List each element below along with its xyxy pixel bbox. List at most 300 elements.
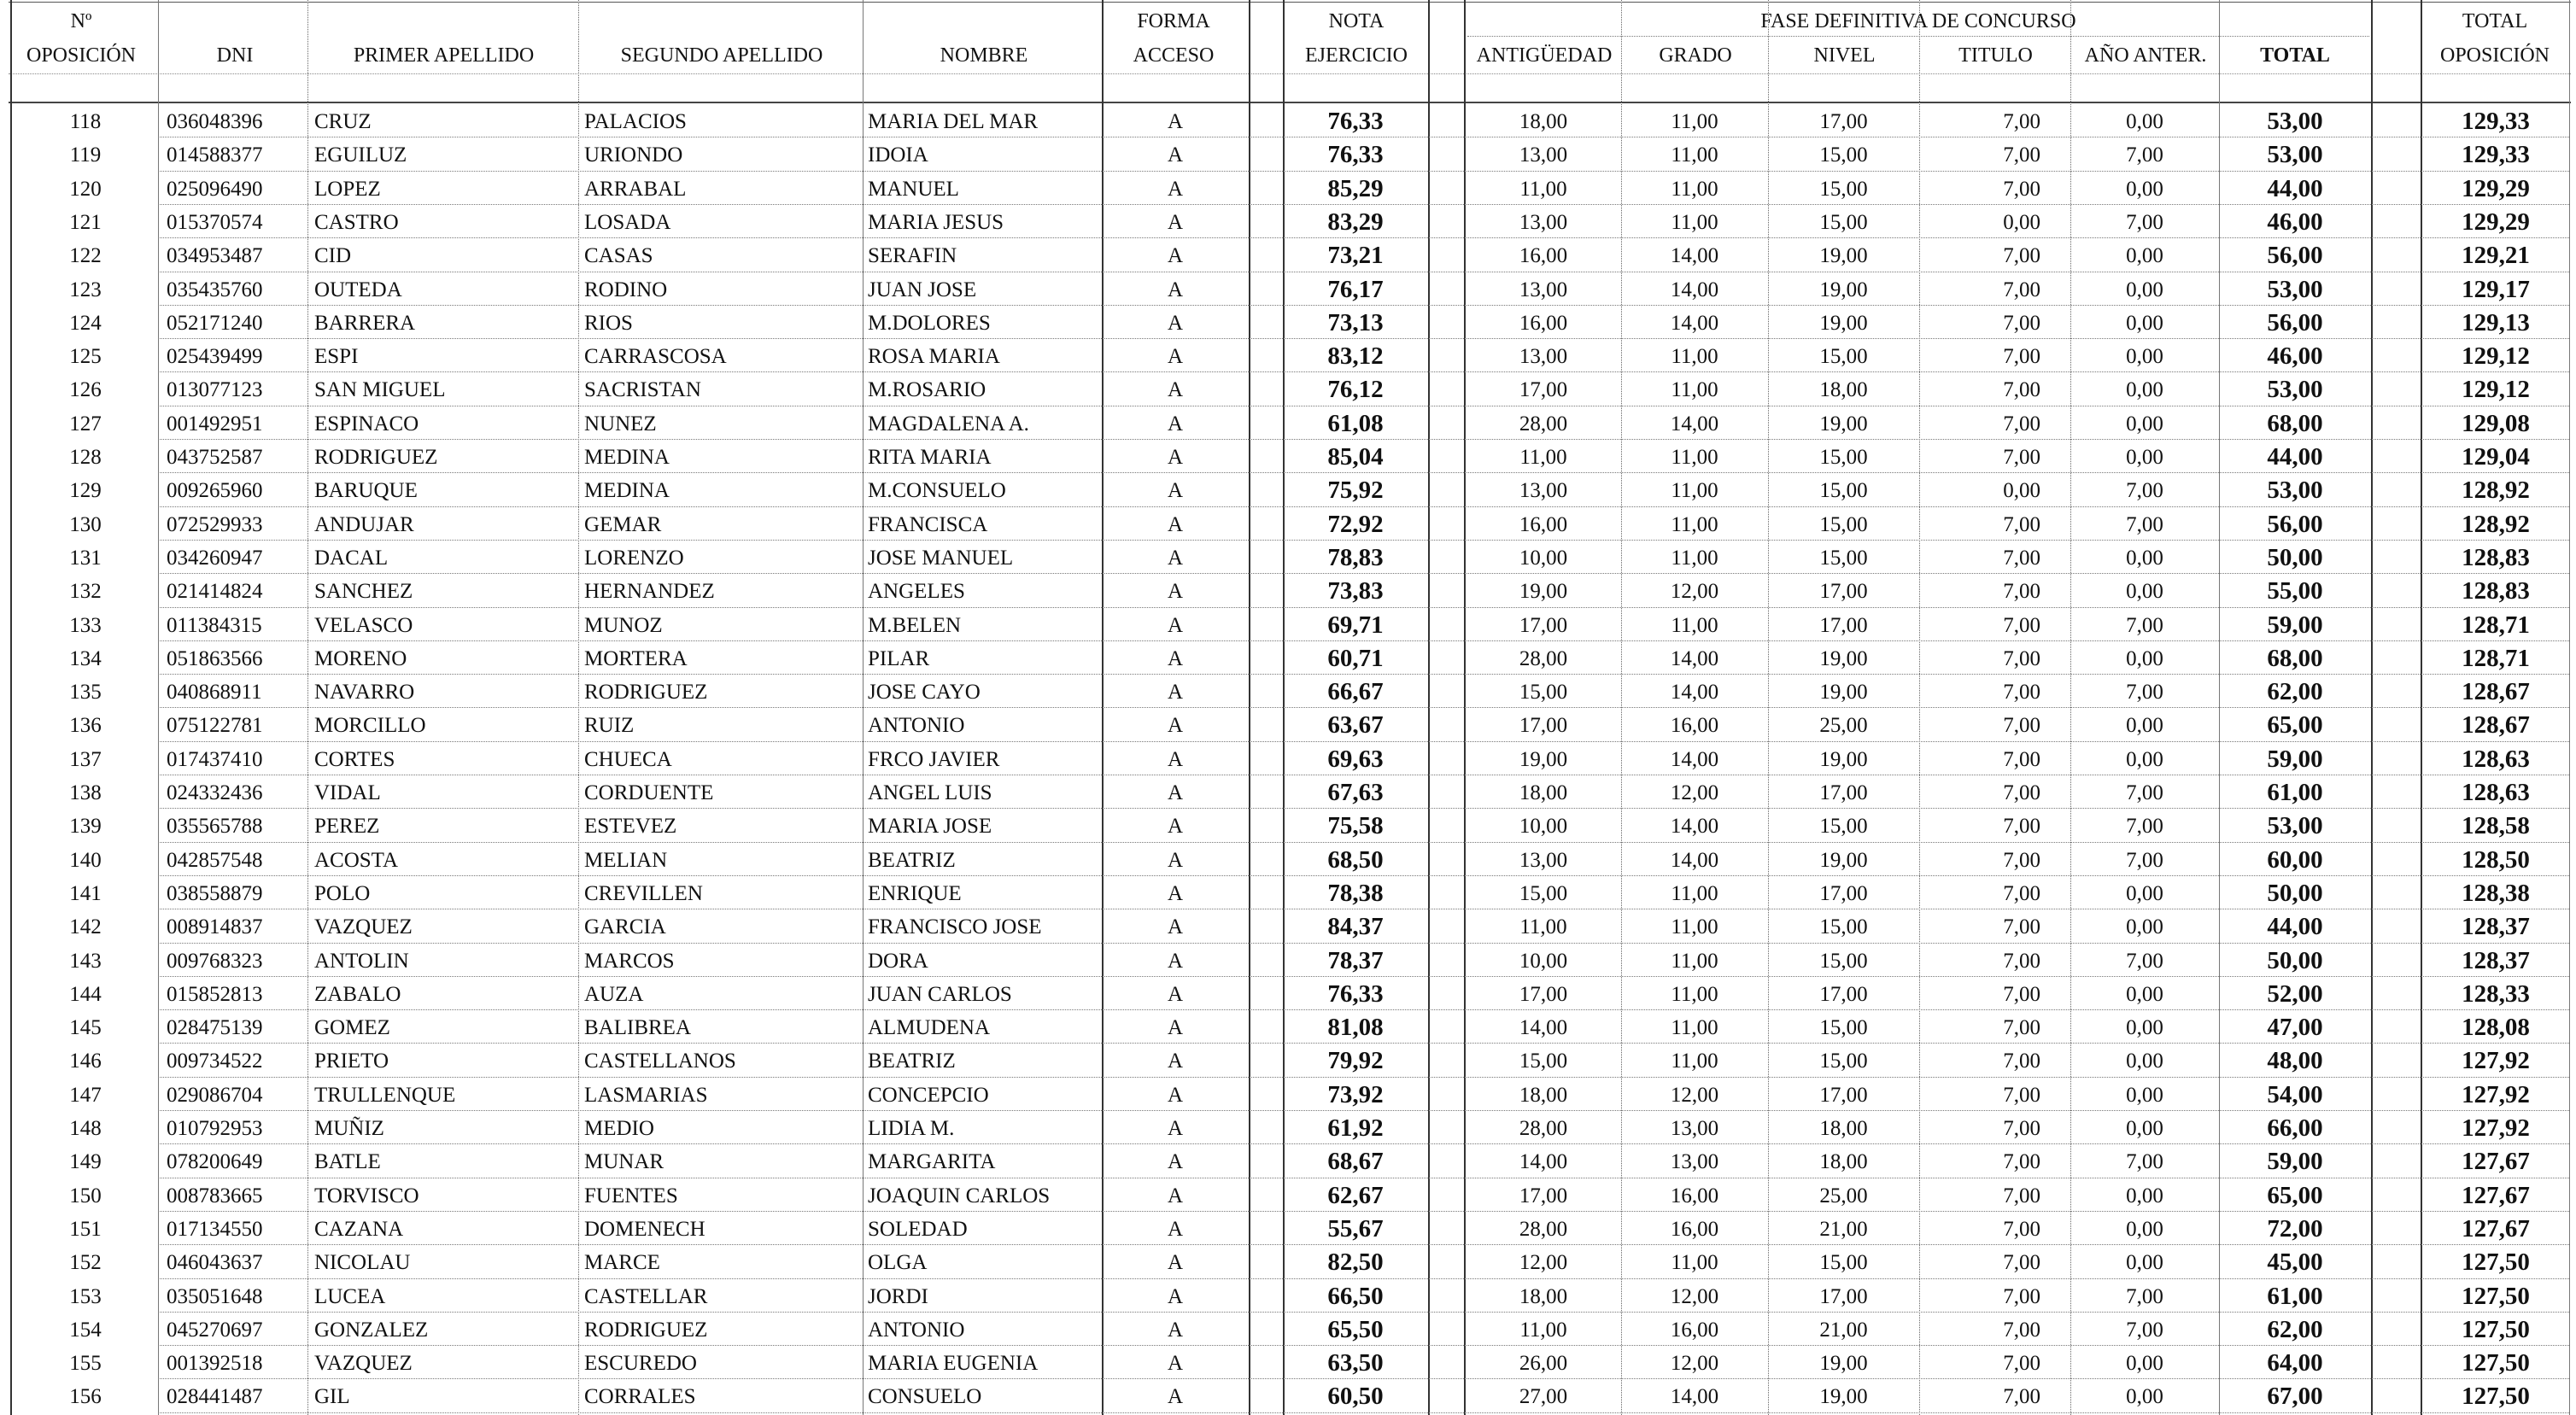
cell-dni: 028475139 (167, 1016, 263, 1040)
cell-titulo: 7,00 (2003, 1050, 2040, 1073)
header-total-oposicion: OPOSICIÓN (2439, 44, 2550, 67)
cell-nota: 73,13 (1327, 308, 1384, 336)
cell-antiguedad: 13,00 (1519, 143, 1568, 167)
cell-titulo: 7,00 (2003, 1117, 2040, 1140)
body-top-border (9, 102, 2571, 103)
cell-n: 154 (69, 1318, 102, 1342)
cell-n: 144 (69, 982, 102, 1006)
cell-primer-apellido: VIDAL (314, 781, 381, 804)
cell-nivel: 15,00 (1819, 177, 1868, 201)
cell-acceso: A (1167, 815, 1184, 839)
cell-segundo-apellido: RODRIGUEZ (584, 681, 708, 705)
cell-acceso: A (1167, 1284, 1184, 1308)
cell-dni: 040868911 (167, 681, 262, 705)
cell-segundo-apellido: ESCUREDO (584, 1352, 697, 1376)
cell-antiguedad: 16,00 (1519, 512, 1568, 536)
cell-nivel: 18,00 (1819, 378, 1868, 402)
cell-total: 53,00 (2267, 376, 2323, 404)
cell-antiguedad: 14,00 (1519, 1016, 1568, 1040)
cell-ano-anter: 0,00 (2126, 1016, 2163, 1040)
cell-total: 59,00 (2267, 745, 2323, 773)
cell-primer-apellido: ESPI (314, 345, 359, 369)
cell-total: 50,00 (2267, 879, 2323, 907)
cell-n: 129 (69, 479, 102, 503)
cell-dni: 028441487 (167, 1385, 263, 1409)
cell-total: 61,00 (2267, 1282, 2323, 1310)
cell-primer-apellido: ANDUJAR (314, 512, 414, 536)
cell-nombre: OLGA (868, 1251, 928, 1275)
cell-total-oposicion: 128,63 (2462, 745, 2530, 773)
cell-grado: 13,00 (1670, 1117, 1719, 1140)
cell-nivel: 17,00 (1819, 1284, 1868, 1308)
cell-acceso: A (1167, 278, 1184, 301)
cell-n: 124 (69, 311, 102, 335)
cell-nombre: JUAN JOSE (868, 278, 977, 301)
cell-grado: 12,00 (1670, 580, 1719, 604)
table-row (0, 1280, 2576, 1313)
cell-total: 59,00 (2267, 1148, 2323, 1176)
cell-nota: 60,50 (1327, 1383, 1384, 1411)
cell-n: 134 (69, 646, 102, 670)
cell-n: 140 (69, 848, 102, 872)
cell-acceso: A (1167, 244, 1184, 268)
row-separator (158, 674, 2569, 675)
table-row (0, 844, 2576, 877)
cell-n: 130 (69, 512, 102, 536)
cell-total-oposicion: 128,71 (2462, 644, 2530, 672)
header-dni: DNI (216, 44, 254, 67)
cell-total-oposicion: 128,63 (2462, 779, 2530, 806)
cell-titulo: 7,00 (2003, 646, 2040, 670)
cell-antiguedad: 19,00 (1519, 747, 1568, 771)
cell-primer-apellido: NAVARRO (314, 681, 415, 705)
cell-dni: 025439499 (167, 345, 263, 369)
cell-antiguedad: 11,00 (1519, 1318, 1567, 1342)
cell-antiguedad: 11,00 (1519, 177, 1567, 201)
cell-primer-apellido: PRIETO (314, 1050, 389, 1073)
cell-nota: 63,67 (1327, 711, 1384, 740)
table-row (0, 541, 2576, 575)
row-separator (158, 1312, 2569, 1313)
cell-ano-anter: 7,00 (2126, 512, 2163, 536)
header-acceso: ACCESO (1133, 44, 1215, 67)
cell-segundo-apellido: CORDUENTE (584, 781, 714, 804)
cell-primer-apellido: CRUZ (314, 110, 372, 133)
cell-grado: 11,00 (1671, 143, 1718, 167)
cell-primer-apellido: SANCHEZ (314, 580, 413, 604)
cell-titulo: 7,00 (2003, 546, 2040, 570)
cell-ano-anter: 7,00 (2126, 781, 2163, 804)
cell-nombre: CONCEPCIO (868, 1083, 989, 1107)
cell-segundo-apellido: MEDIO (584, 1117, 654, 1140)
row-separator (158, 1345, 2569, 1346)
cell-dni: 035565788 (167, 815, 263, 839)
cell-ano-anter: 7,00 (2126, 1318, 2163, 1342)
cell-segundo-apellido: CORRALES (584, 1385, 696, 1409)
cell-nombre: MANUEL (868, 177, 959, 201)
cell-acceso: A (1167, 512, 1184, 536)
cell-segundo-apellido: FUENTES (584, 1184, 678, 1207)
cell-segundo-apellido: LASMARIAS (584, 1083, 708, 1107)
cell-acceso: A (1167, 479, 1184, 503)
cell-acceso: A (1167, 714, 1184, 738)
cell-antiguedad: 16,00 (1519, 311, 1568, 335)
cell-nombre: ANTONIO (868, 1318, 965, 1342)
table-row (0, 575, 2576, 608)
cell-nombre: IDOIA (868, 143, 928, 167)
table-row (0, 1079, 2576, 1112)
cell-primer-apellido: ZABALO (314, 982, 401, 1006)
cell-nota: 76,33 (1327, 141, 1384, 169)
cell-segundo-apellido: LOSADA (584, 210, 671, 234)
cell-titulo: 7,00 (2003, 681, 2040, 705)
cell-total: 59,00 (2267, 611, 2323, 639)
table-row (0, 441, 2576, 474)
cell-segundo-apellido: PALACIOS (584, 110, 687, 133)
row-separator (158, 506, 2569, 507)
cell-total-oposicion: 129,33 (2462, 141, 2530, 169)
row-separator (158, 305, 2569, 306)
cell-total-oposicion: 129,13 (2462, 308, 2530, 336)
cell-n: 125 (69, 345, 102, 369)
cell-acceso: A (1167, 881, 1184, 905)
cell-titulo: 7,00 (2003, 177, 2040, 201)
cell-nombre: DORA (868, 949, 928, 973)
cell-nombre: JORDI (868, 1284, 928, 1308)
cell-total-oposicion: 127,92 (2462, 1114, 2530, 1142)
cell-primer-apellido: ACOSTA (314, 848, 399, 872)
cell-antiguedad: 18,00 (1519, 781, 1568, 804)
cell-dni: 035051648 (167, 1284, 263, 1308)
row-separator (158, 1378, 2569, 1379)
cell-nota: 82,50 (1327, 1248, 1384, 1277)
cell-ano-anter: 0,00 (2126, 546, 2163, 570)
cell-dni: 009265960 (167, 479, 263, 503)
table-row (0, 373, 2576, 406)
table-row (0, 978, 2576, 1011)
header-ejercicio: EJERCICIO (1305, 44, 1408, 67)
table-row (0, 105, 2576, 138)
cell-nota: 66,67 (1327, 678, 1384, 706)
cell-titulo: 7,00 (2003, 1352, 2040, 1376)
cell-nota: 60,71 (1327, 644, 1384, 672)
cell-grado: 11,00 (1671, 1251, 1718, 1275)
cell-n: 128 (69, 446, 102, 469)
cell-nota: 85,29 (1327, 174, 1384, 202)
cell-total: 46,00 (2267, 342, 2323, 371)
header-nivel: NIVEL (1813, 44, 1876, 67)
cell-total: 46,00 (2267, 208, 2323, 236)
cell-acceso: A (1167, 1050, 1184, 1073)
cell-total: 56,00 (2267, 242, 2323, 270)
table-row (0, 307, 2576, 340)
cell-antiguedad: 12,00 (1519, 1251, 1568, 1275)
cell-antiguedad: 13,00 (1519, 278, 1568, 301)
table-row (0, 206, 2576, 239)
cell-nivel: 19,00 (1819, 244, 1868, 268)
cell-antiguedad: 16,00 (1519, 244, 1568, 268)
cell-total-oposicion: 127,92 (2462, 1047, 2530, 1075)
cell-primer-apellido: CASTRO (314, 210, 399, 234)
cell-nivel: 18,00 (1819, 1117, 1868, 1140)
cell-nivel: 15,00 (1819, 512, 1868, 536)
cell-total-oposicion: 128,38 (2462, 879, 2530, 907)
cell-antiguedad: 13,00 (1519, 345, 1568, 369)
cell-total: 64,00 (2267, 1349, 2323, 1377)
cell-total-oposicion: 128,08 (2462, 1014, 2530, 1042)
cell-ano-anter: 0,00 (2126, 412, 2163, 436)
cell-nota: 83,12 (1327, 342, 1384, 371)
cell-segundo-apellido: BALIBREA (584, 1016, 691, 1040)
cell-titulo: 7,00 (2003, 1385, 2040, 1409)
cell-grado: 11,00 (1671, 378, 1718, 402)
cell-ano-anter: 0,00 (2126, 378, 2163, 402)
cell-titulo: 7,00 (2003, 1083, 2040, 1107)
cell-ano-anter: 7,00 (2126, 848, 2163, 872)
cell-total: 53,00 (2267, 477, 2323, 505)
cell-nivel: 15,00 (1819, 1251, 1868, 1275)
cell-grado: 11,00 (1671, 613, 1718, 637)
cell-antiguedad: 17,00 (1519, 982, 1568, 1006)
cell-titulo: 7,00 (2003, 747, 2040, 771)
cell-ano-anter: 7,00 (2126, 479, 2163, 503)
cell-acceso: A (1167, 210, 1184, 234)
cell-nombre: JOSE CAYO (868, 681, 981, 705)
cell-acceso: A (1167, 546, 1184, 570)
header-antiguedad: ANTIGÜEDAD (1476, 44, 1613, 67)
cell-dni: 078200649 (167, 1150, 263, 1174)
row-separator (158, 171, 2569, 172)
cell-n: 136 (69, 714, 102, 738)
header-fase-underline (1467, 36, 2369, 37)
cell-segundo-apellido: DOMENECH (584, 1217, 705, 1241)
cell-primer-apellido: BATLE (314, 1150, 381, 1174)
cell-dni: 008783665 (167, 1184, 263, 1207)
cell-total: 61,00 (2267, 779, 2323, 806)
cell-antiguedad: 18,00 (1519, 1083, 1568, 1107)
cell-ano-anter: 0,00 (2126, 982, 2163, 1006)
cell-total: 55,00 (2267, 577, 2323, 605)
cell-n: 121 (69, 210, 102, 234)
cell-grado: 16,00 (1670, 1217, 1719, 1241)
cell-dni: 042857548 (167, 848, 263, 872)
cell-primer-apellido: CORTES (314, 747, 395, 771)
cell-titulo: 7,00 (2003, 110, 2040, 133)
cell-n: 143 (69, 949, 102, 973)
cell-dni: 052171240 (167, 311, 263, 335)
cell-nota: 72,92 (1327, 510, 1384, 538)
cell-dni: 051863566 (167, 646, 263, 670)
cell-nota: 78,37 (1327, 946, 1384, 974)
table-row (0, 1213, 2576, 1246)
cell-total-oposicion: 128,67 (2462, 678, 2530, 706)
cell-antiguedad: 28,00 (1519, 1117, 1568, 1140)
cell-ano-anter: 0,00 (2126, 1385, 2163, 1409)
table-row (0, 474, 2576, 507)
cell-ano-anter: 0,00 (2126, 1352, 2163, 1376)
cell-titulo: 7,00 (2003, 345, 2040, 369)
cell-total: 53,00 (2267, 275, 2323, 303)
cell-total-oposicion: 128,92 (2462, 510, 2530, 538)
cell-nota: 66,50 (1327, 1282, 1384, 1310)
cell-nota: 65,50 (1327, 1315, 1384, 1343)
cell-segundo-apellido: CASAS (584, 244, 653, 268)
cell-antiguedad: 11,00 (1519, 446, 1567, 469)
cell-nombre: ANTONIO (868, 714, 965, 738)
cell-n: 123 (69, 278, 102, 301)
cell-titulo: 7,00 (2003, 848, 2040, 872)
cell-n: 139 (69, 815, 102, 839)
cell-nivel: 21,00 (1819, 1318, 1868, 1342)
cell-grado: 11,00 (1671, 1016, 1718, 1040)
table-row (0, 1011, 2576, 1044)
cell-n: 142 (69, 915, 102, 939)
cell-nota: 67,63 (1327, 779, 1384, 806)
cell-nota: 85,04 (1327, 443, 1384, 471)
cell-ano-anter: 7,00 (2126, 1284, 2163, 1308)
cell-total-oposicion: 128,83 (2462, 543, 2530, 571)
cell-primer-apellido: NICOLAU (314, 1251, 411, 1275)
cell-primer-apellido: LOPEZ (314, 177, 381, 201)
cell-segundo-apellido: ARRABAL (584, 177, 687, 201)
cell-acceso: A (1167, 1184, 1184, 1207)
cell-total: 72,00 (2267, 1214, 2323, 1243)
cell-nivel: 19,00 (1819, 681, 1868, 705)
cell-total: 67,00 (2267, 1383, 2323, 1411)
cell-grado: 16,00 (1670, 714, 1719, 738)
cell-segundo-apellido: URIONDO (584, 143, 683, 167)
cell-grado: 11,00 (1671, 915, 1718, 939)
cell-antiguedad: 27,00 (1519, 1385, 1568, 1409)
cell-acceso: A (1167, 1318, 1184, 1342)
cell-segundo-apellido: CARRASCOSA (584, 345, 727, 369)
row-separator (158, 943, 2569, 944)
cell-total: 48,00 (2267, 1047, 2323, 1075)
cell-acceso: A (1167, 1385, 1184, 1409)
row-separator (158, 1143, 2569, 1144)
cell-acceso: A (1167, 1352, 1184, 1376)
cell-acceso: A (1167, 613, 1184, 637)
cell-grado: 16,00 (1670, 1184, 1719, 1207)
cell-nivel: 15,00 (1819, 345, 1868, 369)
cell-total: 68,00 (2267, 409, 2323, 437)
cell-n: 135 (69, 681, 102, 705)
cell-ano-anter: 0,00 (2126, 1050, 2163, 1073)
table-row (0, 810, 2576, 843)
cell-nivel: 17,00 (1819, 1083, 1868, 1107)
header-nombre: NOMBRE (940, 44, 1028, 67)
cell-nivel: 17,00 (1819, 982, 1868, 1006)
row-separator (158, 1009, 2569, 1010)
cell-grado: 11,00 (1671, 479, 1718, 503)
cell-titulo: 7,00 (2003, 815, 2040, 839)
cell-grado: 12,00 (1670, 1352, 1719, 1376)
cell-n: 126 (69, 378, 102, 402)
cell-ano-anter: 0,00 (2126, 177, 2163, 201)
cell-nivel: 19,00 (1819, 1352, 1868, 1376)
cell-acceso: A (1167, 681, 1184, 705)
cell-dni: 043752587 (167, 446, 263, 469)
cell-segundo-apellido: LORENZO (584, 546, 684, 570)
cell-acceso: A (1167, 1117, 1184, 1140)
cell-total-oposicion: 129,21 (2462, 242, 2530, 270)
cell-ano-anter: 0,00 (2126, 580, 2163, 604)
cell-total: 53,00 (2267, 141, 2323, 169)
cell-segundo-apellido: CHUECA (584, 747, 672, 771)
row-separator (158, 1043, 2569, 1044)
cell-n: 138 (69, 781, 102, 804)
cell-grado: 11,00 (1671, 512, 1718, 536)
cell-nombre: MAGDALENA A. (868, 412, 1029, 436)
cell-segundo-apellido: HERNANDEZ (584, 580, 715, 604)
cell-nombre: FRANCISCO JOSE (868, 915, 1042, 939)
cell-segundo-apellido: AUZA (584, 982, 644, 1006)
row-separator (158, 237, 2569, 238)
cell-grado: 14,00 (1670, 646, 1719, 670)
cell-acceso: A (1167, 345, 1184, 369)
header-forma: FORMA (1137, 10, 1210, 32)
cell-nivel: 19,00 (1819, 311, 1868, 335)
cell-nota: 55,67 (1327, 1214, 1384, 1243)
cell-total-oposicion: 128,37 (2462, 946, 2530, 974)
cell-ano-anter: 0,00 (2126, 646, 2163, 670)
cell-dni: 045270697 (167, 1318, 263, 1342)
cell-acceso: A (1167, 982, 1184, 1006)
cell-nota: 78,83 (1327, 543, 1384, 571)
table-row (0, 1179, 2576, 1213)
cell-total: 68,00 (2267, 644, 2323, 672)
cell-total-oposicion: 127,50 (2462, 1349, 2530, 1377)
cell-nivel: 15,00 (1819, 1016, 1868, 1040)
cell-segundo-apellido: SACRISTAN (584, 378, 701, 402)
cell-nombre: RITA MARIA (868, 446, 992, 469)
cell-primer-apellido: RODRIGUEZ (314, 446, 438, 469)
cell-total: 50,00 (2267, 543, 2323, 571)
row-separator (158, 976, 2569, 977)
cell-nivel: 19,00 (1819, 747, 1868, 771)
cell-nota: 73,83 (1327, 577, 1384, 605)
cell-nombre: M.CONSUELO (868, 479, 1006, 503)
cell-primer-apellido: VAZQUEZ (314, 1352, 413, 1376)
cell-dni: 009734522 (167, 1050, 263, 1073)
cell-grado: 12,00 (1670, 1083, 1719, 1107)
cell-antiguedad: 15,00 (1519, 1050, 1568, 1073)
cell-antiguedad: 13,00 (1519, 210, 1568, 234)
table-row (0, 340, 2576, 373)
cell-acceso: A (1167, 311, 1184, 335)
cell-antiguedad: 10,00 (1519, 546, 1568, 570)
cell-segundo-apellido: NUNEZ (584, 412, 657, 436)
cell-primer-apellido: TORVISCO (314, 1184, 419, 1207)
cell-nombre: MARGARITA (868, 1150, 996, 1174)
cell-grado: 14,00 (1670, 815, 1719, 839)
cell-nombre: ANGELES (868, 580, 965, 604)
cell-total: 53,00 (2267, 812, 2323, 840)
cell-nombre: BEATRIZ (868, 848, 956, 872)
cell-antiguedad: 15,00 (1519, 881, 1568, 905)
cell-nivel: 15,00 (1819, 1050, 1868, 1073)
row-separator (158, 1077, 2569, 1078)
cell-dni: 011384315 (167, 613, 262, 637)
cell-total-oposicion: 128,92 (2462, 477, 2530, 505)
cell-acceso: A (1167, 949, 1184, 973)
cell-nota: 68,50 (1327, 845, 1384, 874)
cell-grado: 11,00 (1671, 177, 1718, 201)
cell-nivel: 15,00 (1819, 915, 1868, 939)
row-separator (158, 808, 2569, 809)
table-row (0, 407, 2576, 441)
cell-total: 44,00 (2267, 913, 2323, 941)
